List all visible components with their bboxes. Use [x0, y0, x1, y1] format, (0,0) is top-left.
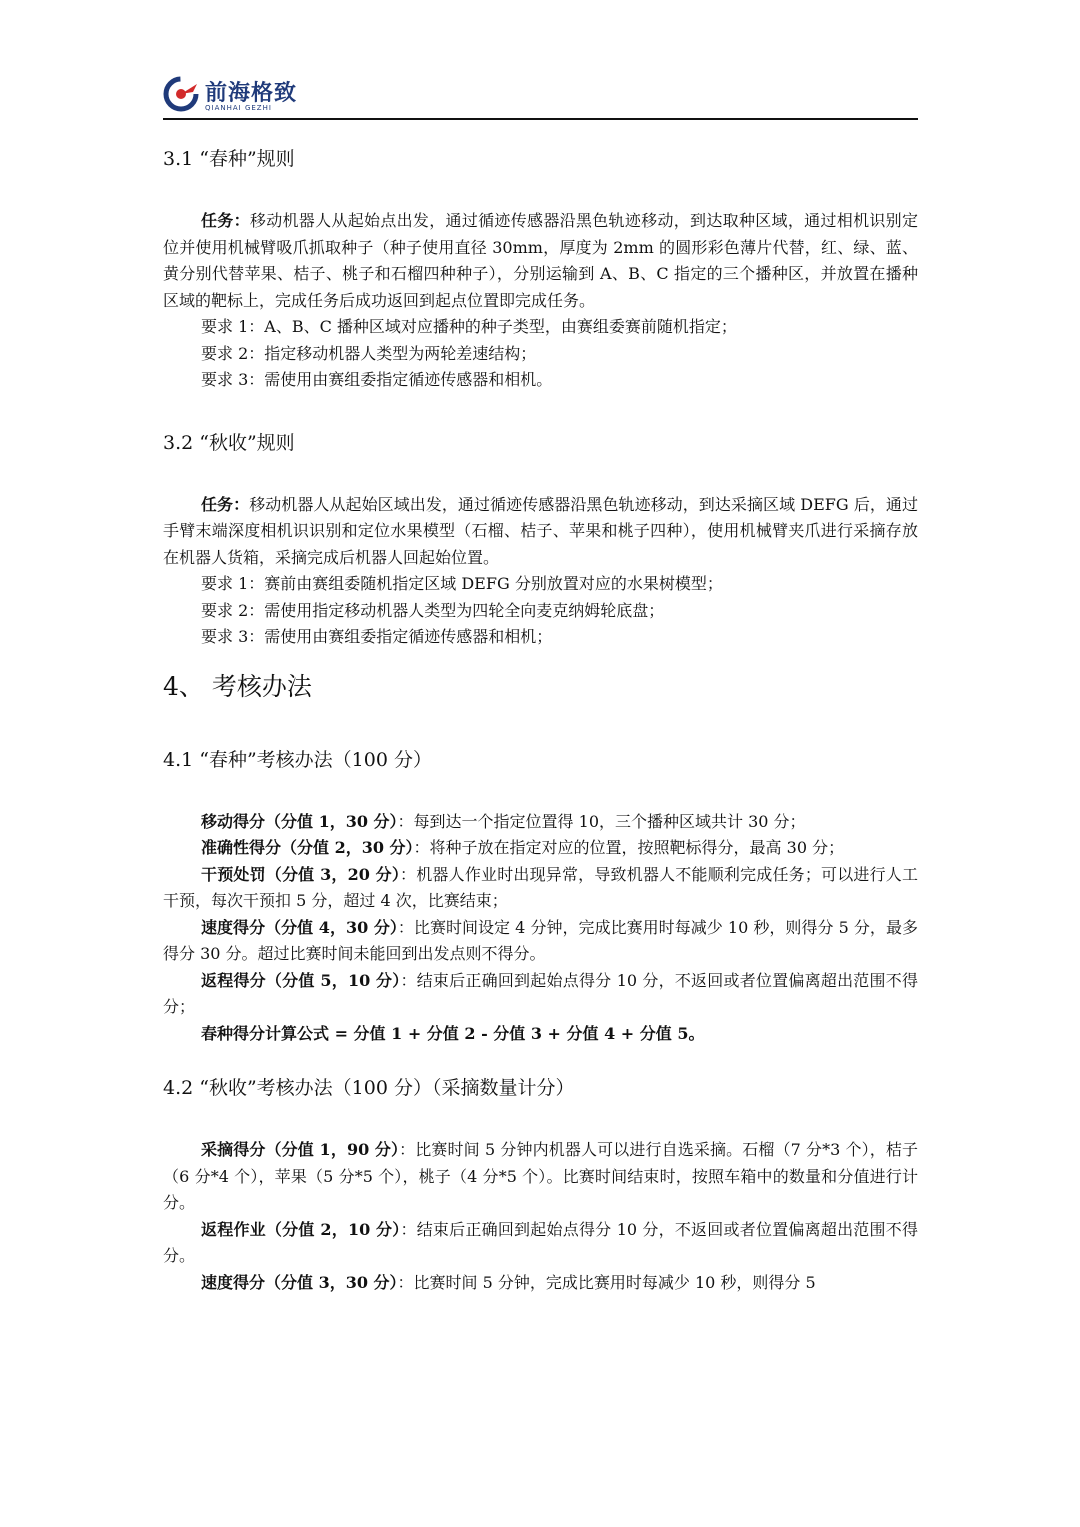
score-text: ：机器人作业时出现异常，导致机器人不能顺利完成任务；可以进行人工干预，每次干预扣 5 分，超过 4 次，比赛结束；: [163, 864, 918, 910]
score-text: ：每到达一个指定位置得 10，三个播种区域共计 30 分；: [397, 811, 806, 831]
score-text: ：比赛时间 5 分钟内机器人可以进行自选采摘。石榴（7 分*3 个），桔子（6 分*4 个），苹果（5 分*5 个），桃子（4 分*5 个）。比赛时间结束时，按照车箱中的数量和分值进行计分。: [163, 1140, 918, 1212]
score-item: [163, 1270, 918, 1297]
score-text: ：比赛时间设定 4 分钟，完成比赛用时每减少 10 秒，则得分 5 分，最多得分 30 分。超过比赛时间未能回到出发点则不得分。: [163, 917, 918, 963]
score-label: 移动得分（分值 1，30 分）: [201, 811, 398, 831]
score-formula: [163, 1021, 918, 1048]
section-3-2-task: [163, 492, 918, 572]
task-text: 移动机器人从起始区域出发，通过循迹传感器沿黑色轨迹移动，到达采摘区域 DEFG 后，通过手臂末端深度相机识识别和定位水果模型（石榴、桔子、苹果和桃子四种），使用机械臂夹爪进行采摘存放在机器人货箱，采摘完成后机器人回起始位置。: [163, 494, 918, 567]
page-header: [163, 72, 918, 120]
section-3-2-title: 3.2 “秋收”规则: [163, 431, 295, 454]
score-item: [163, 1217, 918, 1270]
score-label: 干预处罚（分值 3，20 分）: [201, 864, 401, 884]
task-label: 任务：: [201, 494, 250, 514]
score-label: 返程作业（分值 2，10 分）: [201, 1219, 401, 1239]
brand-subtitle: QIANHAI GEZHI: [205, 104, 272, 112]
score-label: 速度得分（分值 3，30 分）: [201, 1272, 398, 1292]
section-3-1-req-2: 要求 2：指定移动机器人类型为两轮差速结构；: [201, 343, 537, 363]
section-3-1-req-3: 要求 3：需使用由赛组委指定循迹传感器和相机。: [201, 370, 553, 389]
score-item: [163, 1137, 918, 1217]
score-text: ：将种子放在指定对应的位置，按照靶标得分，最高 30 分；: [413, 838, 845, 857]
score-item: [163, 809, 918, 836]
score-item: [163, 915, 918, 968]
section-3-2-req-1: 要求 1：赛前由赛组委随机指定区域 DEFG 分别放置对应的水果树模型；: [201, 574, 723, 593]
score-text: ：结束后正确回到起始点得分 10 分，不返回或者位置偏离超出范围不得分；: [163, 970, 918, 1016]
task-text: 移动机器人从起始点出发，通过循迹传感器沿黑色轨迹移动，到达取种区域，通过相机识别定位并使用机械臂吸爪抓取种子（种子使用直径 30mm，厚度为 2mm 的圆形彩色薄片代替，红、绿、蓝、黄分别代替苹果、桔子、桃子和石榴四种种子），分别运输到 A、B、C 指定的三个播种区，并放置在播种区域的靶标上，完成任务后成功返回到起点位置即完成任务。: [163, 211, 918, 310]
section-3-2-req-3: 要求 3：需使用由赛组委指定循迹传感器和相机；: [201, 627, 553, 646]
section-3-2-req-2: 要求 2：需使用指定移动机器人类型为四轮全向麦克纳姆轮底盘；: [201, 600, 665, 620]
section-4-1-title: 4.1 “春种”考核办法（100 分）: [163, 748, 432, 771]
score-text: ：结束后正确回到起始点得分 10 分，不返回或者位置偏离超出范围不得分。: [163, 1219, 918, 1265]
document-body: [163, 130, 918, 1296]
section-3-1-req-1: 要求 1：A、B、C 播种区域对应播种的种子类型，由赛组委赛前随机指定；: [201, 317, 737, 336]
section-4-title: 4、 考核办法: [163, 671, 312, 701]
section-3-1-task: [163, 208, 918, 314]
score-text: ：比赛时间 5 分钟，完成比赛用时每减少 10 秒，则得分 5: [397, 1272, 816, 1292]
score-item: [163, 968, 918, 1021]
score-item: [163, 862, 918, 915]
section-4-2-title: 4.2 “秋收”考核办法（100 分）（采摘数量计分）: [163, 1077, 575, 1099]
score-item: [163, 835, 918, 862]
score-label: 返程得分（分值 5，10 分）: [201, 970, 401, 990]
score-label: 速度得分（分值 4，30 分）: [201, 917, 398, 937]
section-3-1-title: 3.1 “春种”规则: [163, 148, 295, 170]
formula-text: 春种得分计算公式 = 分值 1 + 分值 2 - 分值 3 + 分值 4 + 分值 5。: [201, 1023, 705, 1043]
qianhai-logo-icon: [163, 76, 199, 112]
header-divider: [163, 118, 918, 120]
brand-name: 前海格致: [205, 81, 298, 106]
task-label: 任务：: [201, 211, 250, 230]
score-label: 准确性得分（分值 2，30 分）: [201, 838, 414, 857]
score-label: 采摘得分（分值 1，90 分）: [201, 1140, 400, 1159]
